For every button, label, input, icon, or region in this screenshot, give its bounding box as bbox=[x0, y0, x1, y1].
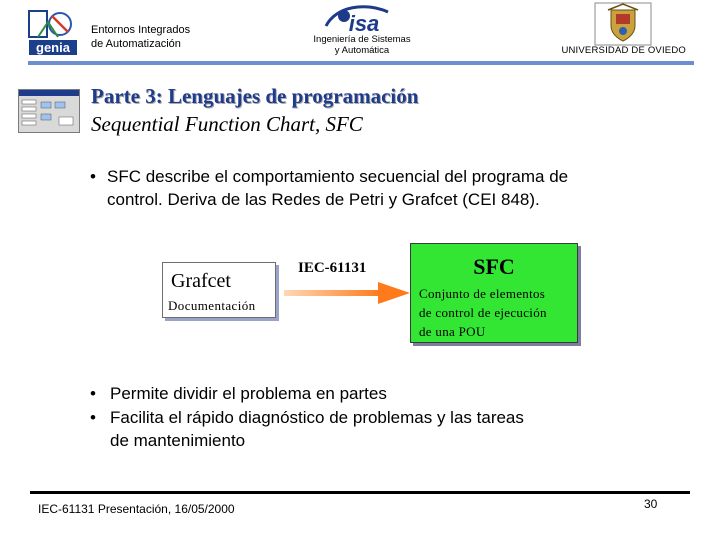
footer-divider bbox=[30, 491, 690, 494]
bullet-dot: • bbox=[90, 384, 96, 403]
arrow-label: IEC-61131 bbox=[298, 260, 367, 276]
department-line2: y Automática bbox=[334, 45, 390, 56]
page-number: 30 bbox=[644, 497, 658, 511]
bullet-text-line1: SFC describe el comportamiento secuencial del programa de bbox=[107, 167, 569, 186]
sfc-desc-line3: de una POU bbox=[419, 324, 486, 339]
slide-subtitle: Sequential Function Chart, SFC bbox=[91, 112, 363, 136]
university-crest-icon bbox=[594, 2, 652, 46]
bullet-text: Permite dividir el problema en partes bbox=[110, 384, 387, 403]
header-divider bbox=[28, 61, 694, 65]
bullet-text-line2: de mantenimiento bbox=[110, 431, 246, 450]
svg-text:genia: genia bbox=[36, 40, 70, 55]
grafcet-box-subtitle: Documentación bbox=[168, 298, 256, 313]
course-name-line2: de Automatización bbox=[91, 38, 181, 50]
svg-text:isa: isa bbox=[348, 11, 380, 34]
slide-title: Parte 3: Lenguajes de programación bbox=[91, 84, 419, 108]
bullet-item bbox=[90, 165, 690, 211]
isa-logo bbox=[318, 4, 398, 34]
course-name bbox=[91, 23, 190, 51]
footer-caption: IEC-61131 Presentación, 16/05/2000 bbox=[38, 502, 235, 516]
right-arrow-icon bbox=[284, 281, 410, 305]
sfc-box-description bbox=[419, 284, 575, 341]
university-name: UNIVERSIDAD DE OVIEDO bbox=[561, 45, 686, 56]
bullet-text-line1: Facilita el rápido diagnóstico de problemas y las tareas bbox=[110, 408, 524, 427]
sfc-desc-line2: de control de ejecución bbox=[419, 305, 547, 320]
grafcet-box-title: Grafcet bbox=[171, 270, 231, 292]
genia-logo bbox=[28, 10, 78, 56]
bullet-item bbox=[90, 382, 690, 405]
bullet-dot: • bbox=[90, 408, 96, 427]
grafcet-box bbox=[162, 262, 276, 318]
department-line1: Ingeniería de Sistemas bbox=[313, 34, 411, 45]
sfc-desc-line1: Conjunto de elementos bbox=[419, 286, 546, 301]
department-name bbox=[300, 34, 424, 56]
sfc-box bbox=[410, 243, 578, 343]
sfc-box-title: SFC bbox=[473, 254, 515, 279]
bullet-dot: • bbox=[90, 167, 96, 186]
bullet-text-line2: control. Deriva de las Redes de Petri y Grafcet (CEI 848). bbox=[107, 190, 540, 209]
bullet-item bbox=[90, 406, 610, 452]
slide-thumbnail-icon bbox=[18, 89, 80, 133]
course-name-line1: Entornos Integrados bbox=[91, 24, 191, 36]
